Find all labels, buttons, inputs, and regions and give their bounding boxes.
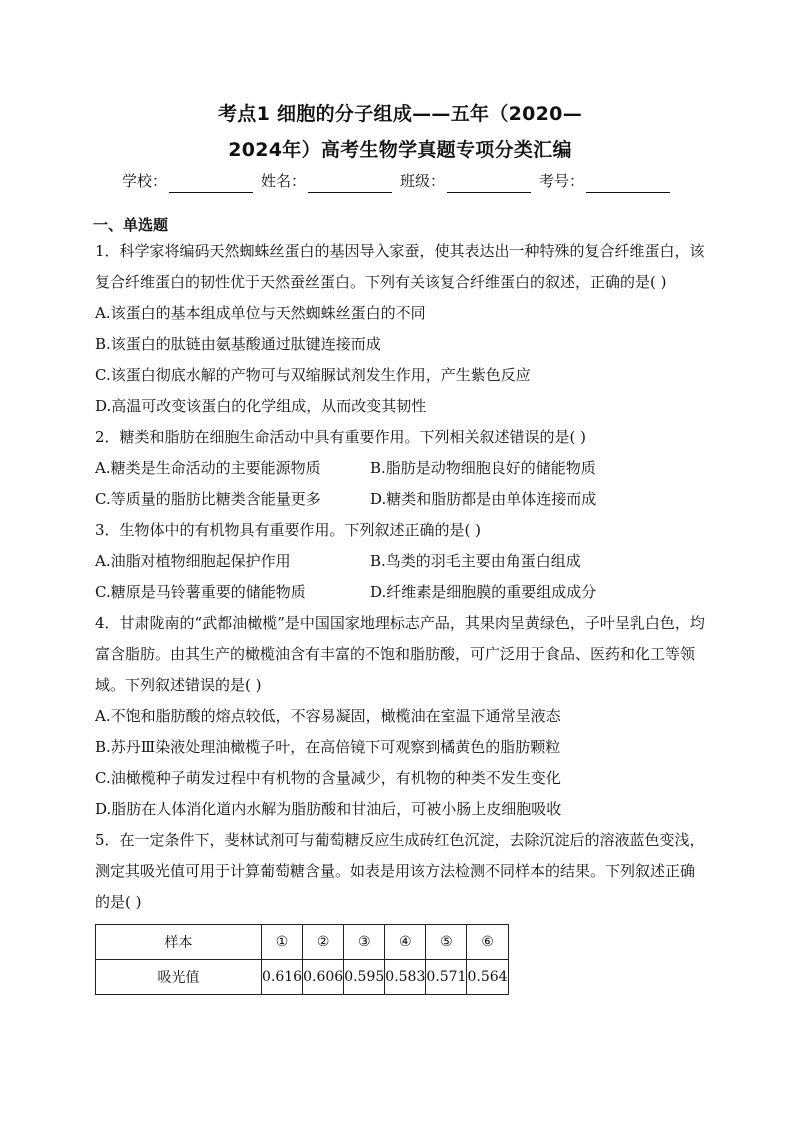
question-1-option-b: B.该蛋白的肽链由氨基酸通过肽键连接而成 [95, 335, 381, 353]
exam-page [95, 96, 705, 995]
question-4-option-b: B.苏丹Ⅲ染液处理油橄榄子叶，在高倍镜下可观察到橘黄色的脂肪颗粒 [95, 738, 561, 756]
class-label: 班级： [400, 172, 446, 190]
class-field [400, 169, 535, 193]
question-1-option-a: A.该蛋白的基本组成单位与天然蜘蛛丝蛋白的不同 [95, 304, 426, 322]
title-line-2: 2024年）高考生物学真题专项分类汇编 [228, 139, 572, 161]
exam-number-field [539, 169, 674, 193]
exam-number-blank[interactable] [586, 175, 670, 193]
question-2-option-a: A.糖类是生命活动的主要能源物质 [95, 459, 321, 477]
question-4 [95, 608, 705, 825]
question-2-options-row-1 [95, 453, 705, 484]
question-2-option-c: C.等质量的脂肪比糖类含能量更多 [95, 490, 321, 508]
table-row [96, 925, 509, 960]
title-line-1: 考点1 细胞的分子组成——五年（2020— [217, 103, 583, 125]
question-4-option-a: A.不饱和脂肪酸的熔点较低，不容易凝固，橄榄油在室温下通常呈液态 [95, 707, 561, 725]
question-3-option-d: D.纤维素是细胞膜的重要组成成分 [370, 583, 597, 601]
name-label: 姓名： [260, 172, 306, 190]
question-2 [95, 422, 705, 515]
table-value-cell: 0.616 [262, 960, 303, 995]
student-info-row [95, 169, 705, 193]
table-row [96, 960, 509, 995]
name-field [261, 169, 396, 193]
table-value-cell: 0.571 [426, 960, 467, 995]
question-3-option-c: C.糖原是马铃薯重要的储能物质 [95, 583, 306, 601]
question-2-stem: 2．糖类和脂肪在细胞生命活动中具有重要作用。下列相关叙述错误的是( ) [95, 428, 587, 446]
exam-number-label: 考号： [539, 172, 585, 190]
question-4-stem: 4．甘肃陇南的“武都油橄榄”是中国国家地理标志产品，其果肉呈黄绿色，子叶呈乳白色，均富含脂肪。由其生产的橄榄油含有丰富的不饱和脂肪酸，可广泛用于食品、医药和化工等领域。下列叙述错误的是( ) [95, 614, 705, 694]
section-heading: 一、单选题 [93, 216, 169, 234]
question-1 [95, 236, 705, 422]
question-1-option-d: D.高温可改变该蛋白的化学组成，从而改变其韧性 [95, 397, 427, 415]
school-label: 学校： [121, 172, 167, 190]
table-header-cell: ① [262, 925, 303, 960]
question-3-option-b: B.鸟类的羽毛主要由角蛋白组成 [370, 552, 581, 570]
name-blank[interactable] [308, 175, 392, 193]
table-header-cell: ⑤ [426, 925, 467, 960]
table-value-cell: 0.583 [385, 960, 426, 995]
question-4-option-d: D.脂肪在人体消化道内水解为脂肪酸和甘油后，可被小肠上皮细胞吸收 [95, 800, 562, 818]
table-value-label: 吸光值 [96, 960, 262, 995]
question-2-option-d: D.糖类和脂肪都是由单体连接而成 [370, 490, 597, 508]
question-1-option-c: C.该蛋白彻底水解的产物可与双缩脲试剂发生作用，产生紫色反应 [95, 366, 531, 384]
question-5-stem: 5．在一定条件下，斐林试剂可与葡萄糖反应生成砖红色沉淀，去除沉淀后的溶液蓝色变浅，测定其吸光值可用于计算葡萄糖含量。如表是用该方法检测不同样本的结果。下列叙述正确的是( ) [95, 831, 705, 911]
table-value-cell: 0.606 [303, 960, 344, 995]
question-3-options-row-2 [95, 577, 705, 608]
school-blank[interactable] [169, 175, 253, 193]
question-2-options-row-2 [95, 484, 705, 515]
question-3-options-row-1 [95, 546, 705, 577]
absorbance-table [95, 924, 509, 995]
question-3-option-a: A.油脂对植物细胞起保护作用 [95, 552, 291, 570]
question-1-stem: 1．科学家将编码天然蜘蛛丝蛋白的基因导入家蚕，使其表达出一种特殊的复合纤维蛋白，该复合纤维蛋白的韧性优于天然蚕丝蛋白。下列有关该复合纤维蛋白的叙述，正确的是( ) [95, 242, 705, 291]
table-header-cell: ② [303, 925, 344, 960]
question-5 [95, 825, 705, 995]
page-title [95, 96, 705, 168]
table-header-label: 样本 [96, 925, 262, 960]
question-3-stem: 3．生物体中的有机物具有重要作用。下列叙述正确的是( ) [95, 521, 482, 539]
class-blank[interactable] [447, 175, 531, 193]
school-field [122, 169, 257, 193]
table-value-cell: 0.595 [344, 960, 385, 995]
table-header-cell: ③ [344, 925, 385, 960]
table-value-cell: 0.564 [467, 960, 508, 995]
question-2-option-b: B.脂肪是动物细胞良好的储能物质 [370, 459, 596, 477]
question-4-option-c: C.油橄榄种子萌发过程中有机物的含量减少，有机物的种类不发生变化 [95, 769, 561, 787]
question-3 [95, 515, 705, 608]
table-header-cell: ⑥ [467, 925, 508, 960]
table-header-cell: ④ [385, 925, 426, 960]
